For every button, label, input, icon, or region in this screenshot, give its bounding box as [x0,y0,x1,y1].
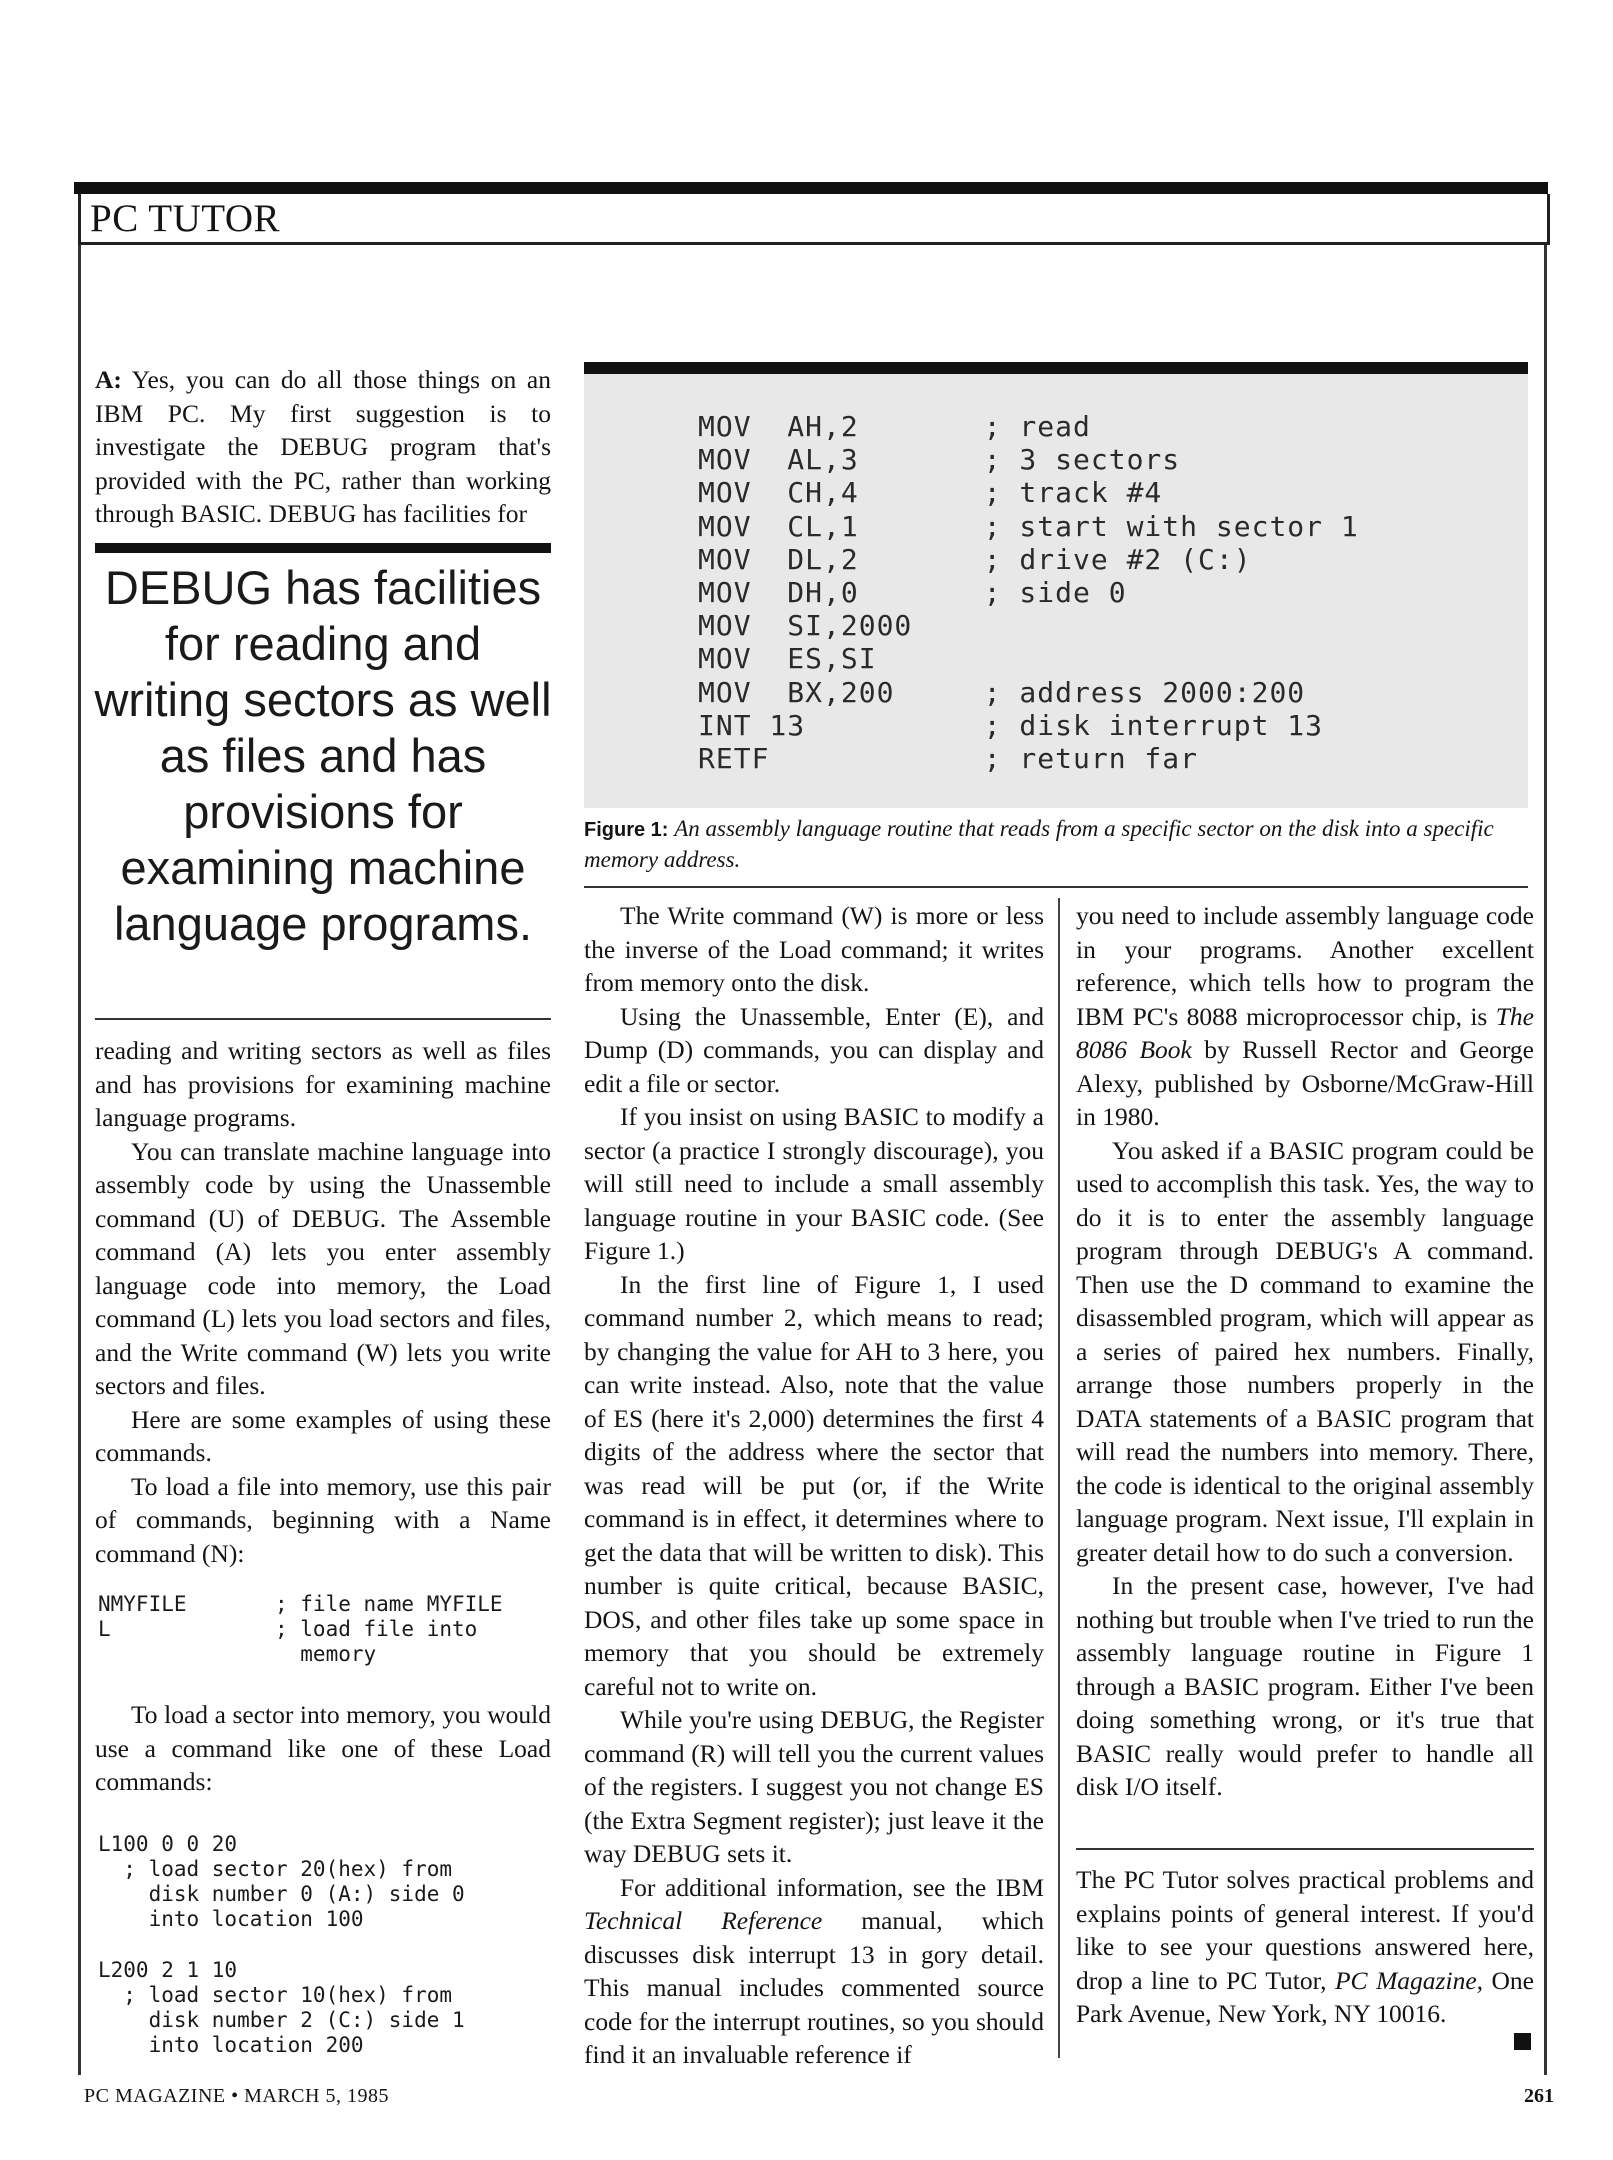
col2-body [584,899,1044,2072]
column-divider [1058,898,1060,2058]
col2-p3: If you insist on using BASIC to modify a sector (a practice I strongly discourage), you will still need to include a small assembly language routine in your BASIC code. (See Figure 1.) [584,1102,1044,1265]
figure-1-caption [584,814,1528,875]
col1-intro [95,363,551,531]
intro-text: Yes, you can do all those things on an IBM PC. My first suggestion is to investigate the DEBUG program that's provided with the PC, rather than working through BASIC. DEBUG has facilities for [95,365,551,528]
top-rule [74,182,1548,194]
end-mark-icon [1514,2033,1531,2050]
col3-p2: You asked if a BASIC program could be used to accomplish this task. Yes, the way to do it is to enter the assembly language program through DEBUG's A command. Then use the D command to examine the disassembled program, which will appear as a series of paired hex numbers. Finally, arrange those numbers properly in the DATA statements of a BASIC program that will read the numbers into memory. There, the code is identical to the original assembly language program. Next issue, I'll explain in greater detail how to do such a conversion. [1076,1135,1534,1567]
pullquote-bar [95,543,551,553]
code-load-sector-2: L200 2 1 10 ; load sector 10(hex) from disk number 2 (C:) side 1 into location 200 [98,1958,465,2057]
col1-para5: To load a sector into memory, you would use a command like one of these Load commands: [95,1700,551,1796]
figure-1-code: MOV AH,2 ; read MOV AL,3 ; 3 sectors MOV CH,4 ; track #4 MOV CL,1 ; start with sector 1 MOV DL,2 ; drive #2 (C:) MOV DH,0 ; side 0 MOV SI,2000 MOV ES,SI MOV BX,200 ; address 2000:200 INT 13 ; disk interrupt 13 RETF ; return far [698,410,1359,776]
figure-caption-label: Figure 1: [584,819,669,841]
section-title: PC TUTOR [90,197,281,240]
col3-body [1076,899,1534,1804]
frame-left-border [78,245,81,2075]
footer-magazine-date: PC MAGAZINE • MARCH 5, 1985 [84,2085,389,2107]
col1-para4: To load a file into memory, use this pair of commands, beginning with a Name command (N): [95,1471,551,1568]
tutor-note-end: One Park Avenue, New York, NY 10016. [1076,1965,1534,2028]
col1-para3: Here are some examples of using these commands. [95,1404,551,1467]
tutor-note [1076,1863,1534,2031]
col2-p4: In the first line of Figure 1, I used command number 2, which means to read; by changing the value for AH to 3 here, you can write instead. Also, note that the value of ES (here it's 2,000) determines the first 4 digits of the address where the sector that was read will be put (or, if the Write command is in effect, it determines where to get the data that will be written to disk). This number is quite critical, because BASIC, DOS, and other files take up some space in memory that you should be extremely careful not to write on. [584,1269,1044,1701]
col2-p6-end: manual, which discusses disk interrupt 13 in gory detail. This manual includes commented source code for the interrupt routines, so you should find it an invaluable reference if [584,1906,1044,2069]
col3-p1 [1076,899,1534,1134]
figure-rule [584,886,1528,888]
col3-p1-start: you need to include assembly language code in your programs. Another excellent reference, which tells how to program the IBM PC's 8088 microprocessor chip, is [1076,901,1534,1031]
header-box [78,194,1550,242]
col2-p5: While you're using DEBUG, the Register command (R) will tell you the current values of the registers. I suggest you not change ES (the Extra Segment register); just leave it the way DEBUG sets it. [584,1705,1044,1868]
code-load-file: NMYFILE ; file name MYFILE L ; load file into memory [98,1592,503,1666]
col1-body [95,1034,551,1570]
col1-body-2 [95,1698,551,1799]
col2-p6 [584,1871,1044,2072]
pullquote: DEBUG has facilities for reading and writing sectors as well as files and has provisions for examining machine language programs. [94,561,552,950]
magazine-name: PC Magazine, [1334,1965,1484,1995]
col1-para2: You can translate machine language into assembly code by using the Unassemble command (U) of DEBUG. The Assemble command (A) lets you enter assembly language code into memory, the Load command (L) lets you load sectors and files, and the Write command (W) lets you write sectors and files. [95,1136,551,1400]
col3-p3: In the present case, however, I've had nothing but trouble when I've tried to run the assembly language routine in Figure 1 through a BASIC program. Either I've been doing something wrong, or it's true that BASIC really would prefer to handle all disk I/O itself. [1076,1571,1534,1801]
figure-caption-text: An assembly language routine that reads from a specific sector on the disk into a specific memory address. [584,816,1494,872]
pullquote-rule [95,1018,551,1020]
tutor-note-rule [1076,1848,1534,1850]
col1-para1: reading and writing sectors as well as files and has provisions for examining machine language programs. [95,1036,551,1132]
book-title: The 8086 Book [1076,1001,1534,1064]
page-number: 261 [1524,2085,1554,2107]
tech-ref-title: Technical Reference [584,1906,823,1935]
col2-p6-start: For additional information, see the IBM [620,1872,1044,1902]
frame-right-border [1544,245,1547,2075]
tutor-note-start: The PC Tutor solves practical problems and explains points of general interest. If you'd like to see your questions answered here, drop a line to PC Tutor, [1076,1865,1534,1995]
code-load-sector-1: L100 0 0 20 ; load sector 20(hex) from disk number 0 (A:) side 0 into location 100 [98,1832,465,1931]
col3-p1-end: by Russell Rector and George Alexy, published by Osborne/McGraw-Hill in 1980. [1076,1035,1534,1131]
answer-label: A: [95,365,122,394]
col2-p2: Using the Unassemble, Enter (E), and Dump (D) commands, you can display and edit a file or sector. [584,1001,1044,1098]
header-line [78,242,1550,245]
col2-p1: The Write command (W) is more or less the inverse of the Load command; it writes from memory onto the disk. [584,901,1044,997]
